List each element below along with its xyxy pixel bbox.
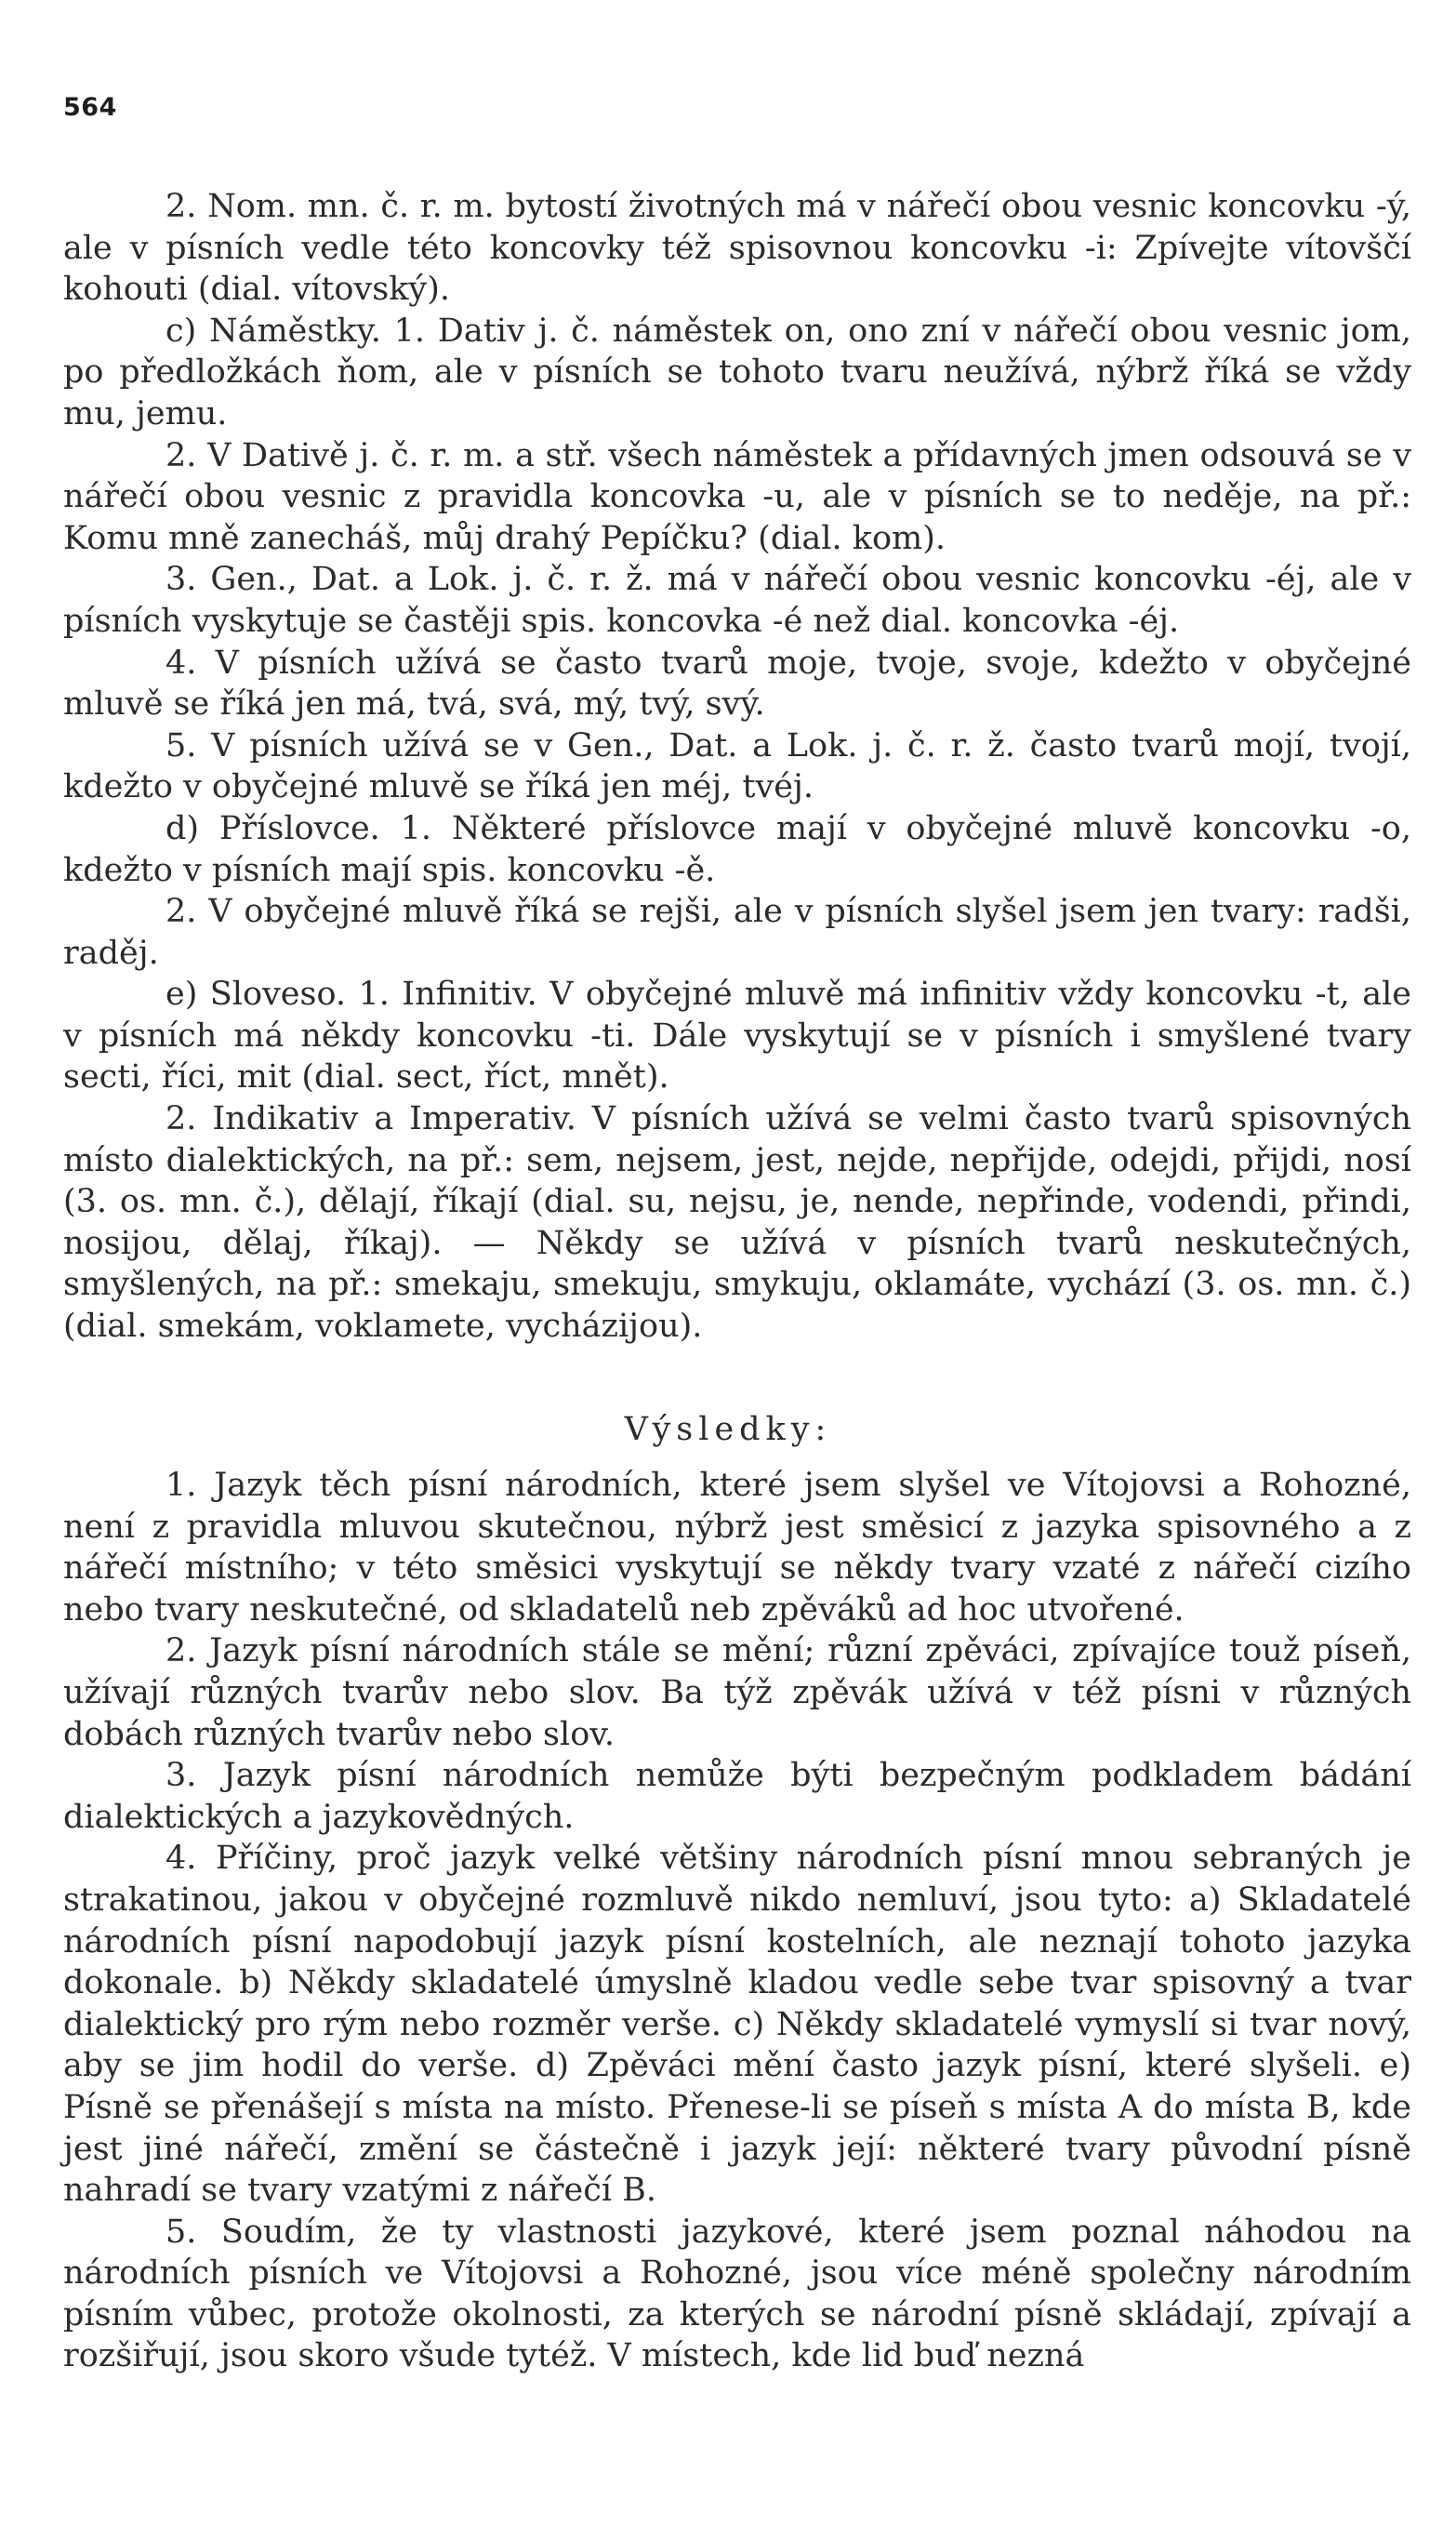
paragraph: 2. V Dativě j. č. r. m. a stř. všech náměstek a přídavných jmen odsouvá se v nářečí obou vesnic z pravidla koncovka -u, ale v písních se to neděje, na př.: Komu mně zanecháš, můj drahý Pepíčku? (dial. kom).	[63, 436, 1411, 557]
body-text-upper	[63, 186, 1411, 1348]
paragraph: 2. Indikativ a Imperativ. V písních užívá se velmi často tvarů spisovných místo dialektických, na př.: sem, nejsem, jest, nejde, nepřijde, odejdi, přijdi, nosí (3. os. mn. č.), dělají, říkají (dial. su, nejsu, je, nende, nepřinde, vodendi, přindi, nosijou, dělaj, říkaj). — Někdy se užívá v písních tvarů neskutečných, smyšlených, na př.: smekaju, smekuju, smykuju, oklamáte, vychází (3. os. mn. č.) (dial. smekám, voklamete, vycházijou).	[63, 1100, 1411, 1346]
section-heading-results: Výsledky:	[624, 1411, 832, 1448]
paragraph: 2. Jazyk písní národních stále se mění; různí zpěváci, zpívajíce touž píseň, užívají různých tvarův nebo slov. Ba týž zpěvák užívá v též písni v různých dobách různých tvarův nebo slov.	[63, 1632, 1411, 1753]
paragraph: 2. Nom. mn. č. r. m. bytostí životných má v nářečí obou vesnic koncovku -ý, ale v písních vedle této koncovky též spisovnou koncovku -i: Zpívejte vítovščí kohouti (dial. vítovský).	[63, 188, 1411, 309]
paragraph: 4. Příčiny, proč jazyk velké většiny národních písní mnou sebraných je strakatinou, jakou v obyčejné rozmluvě nikdo nemluví, jsou tyto: a) Skladatelé národních písní napodobují jazyk písní kostelních, ale neznají tohoto jazyka dokonale. b) Někdy skladatelé úmyslně kladou vedle sebe tvar spisovný a tvar dialektický pro rým nebo rozměr verše. c) Někdy skladatelé vymyslí si tvar nový, aby se jim hodil do verše. d) Zpěváci mění často jazyk písní, které slyšeli. e) Písně se přenášejí s místa na místo. Přenese-li se píseň s místa A do místa B, kde jest jiné nářečí, změní se částečně i jazyk její: některé tvary původní písně nahradí se tvary vzatými z nářečí B.	[63, 1840, 1411, 2210]
paragraph: 1. Jazyk těch písní národních, které jsem slyšel ve Vítojovsi a Rohozné, není z pravidla mluvou skutečnou, nýbrž jest směsicí z jazyka spisovného a z nářečí místního; v této směsici vyskytují se někdy tvary vzaté z nářečí cizího nebo tvary neskutečné, od skladatelů neb zpěváků ad hoc utvořené.	[63, 1467, 1411, 1629]
page-number: 564	[63, 93, 117, 122]
body-text-lower	[63, 1465, 1411, 2377]
paragraph: 4. V písních užívá se často tvarů moje, tvoje, svoje, kdežto v obyčejné mluvě se říká jen má, tvá, svá, mý, tvý, svý.	[63, 644, 1411, 724]
paragraph: 3. Gen., Dat. a Lok. j. č. r. ž. má v nářečí obou vesnic koncovku -éj, ale v písních vyskytuje se častěji spis. koncovka -é než dial. koncovka -éj.	[63, 561, 1411, 640]
paragraph: 2. V obyčejné mluvě říká se rejši, ale v písních slyšel jsem jen tvary: radši, raděj.	[63, 893, 1411, 972]
paragraph: c) Náměstky. 1. Dativ j. č. náměstek on, ono zní v nářečí obou vesnic jom, po předložkách ňom, ale v písních se tohoto tvaru neužívá, nýbrž říká se vždy mu, jemu.	[63, 312, 1411, 432]
paragraph: 5. Soudím, že ty vlastnosti jazykové, které jsem poznal náhodou na národních písních ve Vítojovsi a Rohozné, jsou více méně společny národním písním vůbec, protože okolnosti, za kterých se národní písně skládají, zpívají a rozšiřují, jsou skoro všude tytéž. V místech, kde lid buď nezná	[63, 2213, 1411, 2375]
paragraph: 3. Jazyk písní národních nemůže býti bezpečným podkladem bádání dialektických a jazykovědných.	[63, 1757, 1411, 1836]
paragraph: e) Sloveso. 1. Infinitiv. V obyčejné mluvě má infinitiv vždy koncovku -t, ale v písních má někdy koncovku -ti. Dále vyskytují se v písních i smyšlené tvary secti, říci, mit (dial. sect, říct, mnět).	[63, 976, 1411, 1097]
paragraph: 5. V písních užívá se v Gen., Dat. a Lok. j. č. r. ž. často tvarů mojí, tvojí, kdežto v obyčejné mluvě se říká jen méj, tvéj.	[63, 726, 1411, 806]
paragraph: d) Příslovce. 1. Některé příslovce mají v obyčejné mluvě koncovku -o, kdežto v písních mají spis. koncovku -ě.	[63, 809, 1411, 889]
